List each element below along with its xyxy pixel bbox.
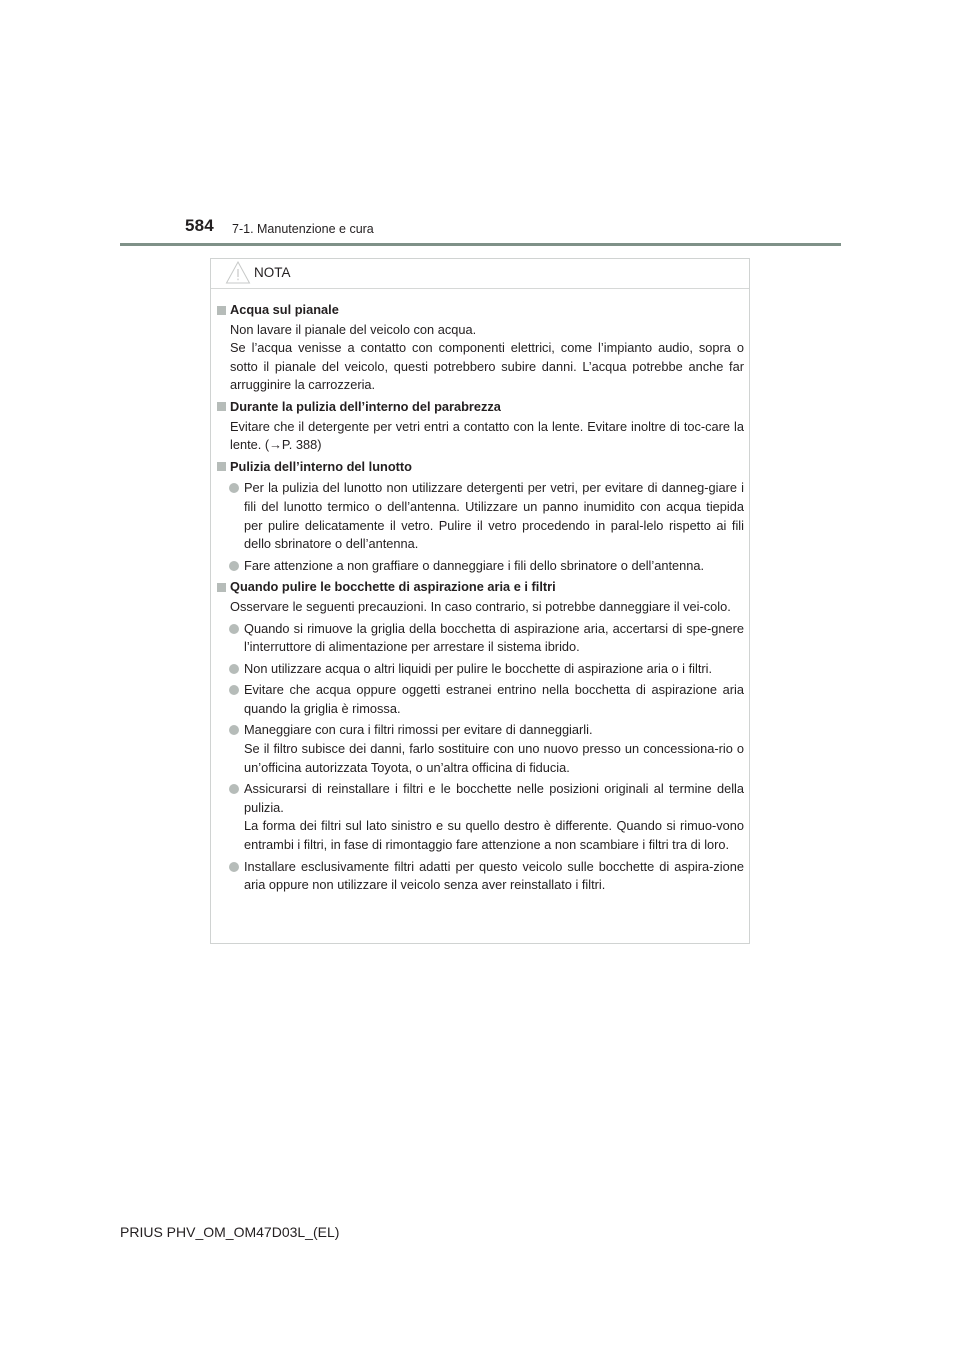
circle-bullet-icon (229, 483, 239, 493)
square-bullet-icon (217, 402, 226, 411)
topic-heading (217, 458, 744, 477)
circle-bullet-icon (229, 685, 239, 695)
bullet-text: Non utilizzare acqua o altri liquidi per pulire le bocchette di aspirazione aria o i filtri. (244, 660, 713, 676)
square-bullet-icon (217, 462, 226, 471)
circle-bullet-icon (229, 624, 239, 634)
note-label: NOTA (254, 265, 291, 280)
note-box (210, 258, 750, 944)
paragraph: Evitare che il detergente per vetri entri a contatto con la lente. Evitare inoltre di toc-care la lente. (→P. 388) (230, 418, 744, 453)
page-number: 584 (185, 216, 214, 235)
topic-heading (217, 301, 744, 320)
bullet-item (217, 858, 744, 895)
circle-bullet-icon (229, 725, 239, 735)
footer-doc-code: PRIUS PHV_OM_OM47D03L_(EL) (120, 1224, 340, 1240)
topic-heading (217, 398, 744, 417)
bullet-text: Per la pulizia del lunotto non utilizzare detergenti per vetri, per evitare di danneg-giare i fili del lunotto termico o dell’antenna. Utilizzare un panno inumidito con acqua tiepida per pulire delicatamente il vetro. Pulire il vetro procedendo in paral-lelo rispetto ai fili dello sbrinatore o dell’antenna. (244, 480, 744, 552)
topic-text (217, 321, 744, 395)
paragraph: Osservare le seguenti precauzioni. In caso contrario, si potrebbe danneggiare il vei-colo. (230, 598, 731, 614)
bullet-text: Se il filtro subisce dei danni, farlo sostituire con uno nuovo presso un concessiona-rio o un’officina autorizzata Toyota, o un’altra officina di fiducia. (244, 741, 744, 775)
circle-bullet-icon (229, 664, 239, 674)
note-header (211, 259, 749, 289)
topic-heading-text: Acqua sul pianale (230, 302, 339, 317)
note-topic (217, 578, 744, 895)
circle-bullet-icon (229, 784, 239, 794)
header-rule (120, 243, 841, 246)
bullet-item (217, 681, 744, 718)
bullet-item (217, 479, 744, 553)
paragraph: Non lavare il pianale del veicolo con acqua. (230, 321, 477, 337)
bullet-text: Quando si rimuove la griglia della bocchetta di aspirazione aria, accertarsi di spe-gnere l’interruttore di alimentazione per arrestare il sistema ibrido. (244, 620, 744, 655)
bullet-text: Assicurarsi di reinstallare i filtri e le bocchette nelle posizioni originali al termine della pulizia. (244, 781, 744, 815)
bullet-item (217, 620, 744, 657)
circle-bullet-icon (229, 862, 239, 872)
bullet-item (217, 660, 744, 679)
note-topic (217, 398, 744, 455)
circle-bullet-icon (229, 561, 239, 571)
bullet-item (217, 557, 744, 576)
bullet-text: Installare esclusivamente filtri adatti per questo veicolo sulle bocchette di aspira-zione aria oppure non utilizzare il veicolo senza aver reinstallato i filtri. (244, 858, 744, 893)
note-topic (217, 458, 744, 576)
warning-triangle-icon (225, 260, 251, 285)
topic-heading-text: Pulizia dell’interno del lunotto (230, 458, 412, 474)
bullet-text: Fare attenzione a non graffiare o danneggiare i fili dello sbrinatore o dell’antenna. (244, 557, 705, 573)
bullet-text: La forma dei filtri sul lato sinistro e su quello destro è differente. Quando si rimuo-vono entrambi i filtri, in fase di rimontaggio fare attenzione a non scambiare i filtri tra di loro. (244, 818, 744, 853)
topic-text (217, 598, 744, 617)
paragraph: Se l’acqua venisse a contatto con componenti elettrici, come l’impianto audio, sopra o sotto il pianale del veicolo, questi potrebbero subire danni. L’acqua potrebbe anche far arrugginire la carrozzeria. (230, 340, 744, 393)
topic-text (217, 418, 744, 455)
bullet-text: Maneggiare con cura i filtri rimossi per evitare di danneggiarli. (244, 722, 593, 738)
square-bullet-icon (217, 583, 226, 592)
bullet-item (217, 721, 744, 777)
topic-heading-text: Quando pulire le bocchette di aspirazione aria e i filtri (230, 579, 556, 595)
topic-heading (217, 578, 744, 597)
note-body (217, 301, 744, 898)
note-topic (217, 301, 744, 395)
bullet-text: Evitare che acqua oppure oggetti estranei entrino nella bocchetta di aspirazione aria quando la griglia è rimossa. (244, 682, 744, 716)
topic-heading-text: Durante la pulizia dell’interno del parabrezza (230, 398, 501, 414)
bullet-item (217, 780, 744, 854)
square-bullet-icon (217, 306, 226, 315)
section-title: 7-1. Manutenzione e cura (232, 222, 374, 236)
